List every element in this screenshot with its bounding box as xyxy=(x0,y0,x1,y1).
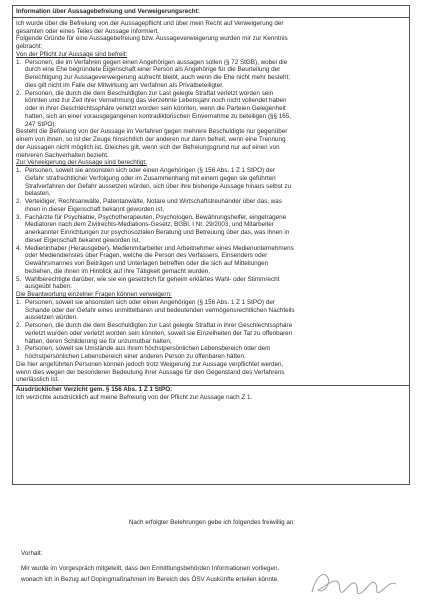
item-line: Personen, soweit sie ansonsten sich oder einen Angehörigen (§ 156 Abs. 1 Z 1 StPO) der xyxy=(25,298,275,306)
item-line: Personen, die durch die dem Beschuldigten zur Last gelegte Straftat in ihrer Geschlechtssphäre xyxy=(25,322,293,329)
list-item xyxy=(16,90,406,129)
item-number: 5. xyxy=(16,275,22,283)
item-number: 3. xyxy=(16,213,22,221)
vorhalt-label: Vorhalt: xyxy=(21,550,43,557)
list-item xyxy=(16,167,406,198)
item-number: 2. xyxy=(16,322,22,329)
item-line: dies gilt nicht im Falle der Mitwirkung am Verfahren als Privatbeteiligter. xyxy=(25,81,224,89)
section-title-einzelne-fragen: Die Beantwortung einzelner Fragen können verweigern: xyxy=(16,291,172,298)
item-line: Strafverfahren der Gefahr aussetzen würden, sich über ihre bisherige Aussage hinaus selbst zu xyxy=(25,182,292,190)
item-number: 3. xyxy=(16,345,22,353)
box-heading: Information über Aussagebefreiung und Verweigerungsrecht: xyxy=(13,8,409,18)
item-number: 1. xyxy=(16,167,22,174)
intro-line: Ich wurde über die Befreiung von der Aussagepflicht und über mein Recht auf Verweigerung der xyxy=(16,19,284,27)
item-line: Fachärzte für Psychiatrie, Psychotherapeuten, Psychologen, Bewährungshelfer, eingetragene xyxy=(25,213,287,221)
section-title-verweigerung: Zur Verweigerung der Aussage sind berechtigt: xyxy=(16,159,147,167)
item-line: Mediatoren nach dem Zivilrechts-Mediations-Gesetz, BGBl. I Nr. 29/2003, und Mitarbeiter xyxy=(25,221,274,229)
list-item xyxy=(16,245,406,276)
item-line: beziehen, die ihnen im Hinblick auf ihre Tätigkeit gemacht wurden, xyxy=(25,267,211,275)
intro-line: gesamten oder eines Teiles der Aussage informiert. xyxy=(16,27,160,35)
item-line: 247 StPO). xyxy=(25,120,57,128)
list-item xyxy=(16,198,406,214)
item-line: anerkannter Einrichtungen zur psychosozialen Beratung und Betreuung über das, was ihnen in xyxy=(25,229,290,236)
intro-line: Folgende Gründe für eine Aussagebefreiung bzw. Aussageverweigerung wurden mir zur Kenntnis xyxy=(16,35,288,43)
signature-icon xyxy=(308,566,400,600)
item-line: Berechtigung zur Aussageverweigerung aufrecht bleibt, auch wenn die Ehe nicht mehr besteht; xyxy=(25,74,290,81)
item-number: 2. xyxy=(16,198,22,205)
item-line: Personen, soweit sie Umstände aus ihrem höchstpersönlichen Lebensbereich oder dem xyxy=(25,345,271,353)
item-line: durch eine Ehe begründete Eigenschaft einer Person als Angehörige für die Beurteilung der xyxy=(25,66,281,74)
item-number: 4. xyxy=(16,244,22,252)
item-line: aussetzen würden. xyxy=(25,314,78,322)
item-line: oder in ihrer Geschlechtssphäre verletzt worden sein könnten, wenn die Parteien Gelegenheit xyxy=(25,105,286,112)
item-line: oder Mediendienstes über Fragen, welche die Person des Verfassers, Einsenders oder xyxy=(25,252,268,260)
list-item xyxy=(16,59,406,90)
statement-line: Nach erfolgter Belehrungen gebe ich folgendes freiwillig an: xyxy=(128,519,296,526)
list-item xyxy=(16,322,406,345)
item-line: Gewährsmannes von Beiträgen und Unterlagen betreffen oder die sich auf Mitteilungen xyxy=(25,260,269,267)
item-line: verletzt wurden oder verletzt worden sein könnten, soweit sie Einzelheiten der Tat zu offenbaren xyxy=(25,329,293,337)
paragraph-line: Besteht die Befreiung von der Aussage im Verfahren gegen mehrere Beschuldigte nur gegenüber xyxy=(16,128,288,136)
item-number: 1. xyxy=(16,58,22,66)
paragraph-line: Die hier angeführten Personen können jedoch trotz Weigerung zur Aussage verpflichtet werden, xyxy=(16,360,284,368)
paragraph-line: mehreren Sachverhalten bezieht. xyxy=(16,151,109,159)
list-item xyxy=(16,214,406,245)
item-line: Schande oder der Gefahr eines unmittelbaren und bedeutenden vermögensrechtlichen Nachteils xyxy=(25,306,295,314)
item-line: höchstpersönlichen Lebensbereich einer anderen Person zu offenbaren hätten. xyxy=(25,353,246,360)
item-line: Verteidiger, Rechtsanwälte, Patentanwälte, Notare und Wirtschaftstreuhänder über das, was xyxy=(25,198,282,205)
vorhalt-line: wonach ich in Bezug auf Dopingmaßnahmen im Bereich des ÖSV Auskünfte erteilen könnte. xyxy=(21,576,279,583)
section-title-befreit: Von der Pflicht zur Aussage sind befreit: xyxy=(16,50,128,58)
item-line: ausgeübt haben. xyxy=(25,283,72,291)
list-item xyxy=(16,299,406,322)
item-line: Medieninhaber (Herausgeber), Medienmitarbeiter und Arbeitnehmer eines Medienunternehmens xyxy=(25,244,294,252)
item-line: dieser Eigenschaft bekannt geworden ist, xyxy=(25,236,141,244)
item-line: Personen, die durch die dem Beschuldigten zur Last gelegte Straftat verletzt worden sein xyxy=(25,89,274,97)
item-number: 2. xyxy=(16,89,22,97)
item-line: hätten, deren Schilderung sie für unzumutbar halten, xyxy=(25,337,172,345)
paragraph-line: unerlässlich ist. xyxy=(16,376,60,384)
item-line: ihnen in dieser Eigenschaft bekannt geworden ist, xyxy=(25,205,164,213)
item-line: Personen, soweit sie ansonsten sich oder einen Angehörigen (§ 156 Abs. 1 Z 1 StPO) der xyxy=(25,167,275,174)
item-line: könnten und zur Zeit ihrer Vernehmung das vierzehnte Lebensjahr noch nicht vollendet haben xyxy=(25,97,287,105)
item-line: hatten, sich an einer vorausgegangenen kontradiktorischen Einvernahme zu beteiligen (§§ 165, xyxy=(25,112,292,120)
vorhalt-line: Mir wurde im Vorgespräch mitgeteilt, dass den Ermittlungsbehörden Informationen vorliegen, xyxy=(21,565,280,572)
information-box xyxy=(12,5,410,485)
waiver-title: Ausdrücklicher Verzicht gem. § 156 Abs. 1 Z 1 StPO: xyxy=(16,386,173,393)
item-line: belasten, xyxy=(25,190,51,198)
paragraph-line: der Aussagen nicht möglich ist. Gleiches gilt, wenn sich der Befreiungsgrund nur auf einen von xyxy=(16,143,280,151)
intro-line: gebracht: xyxy=(16,43,43,50)
item-line: Personen, die im Verfahren gegen einen Angehörigen aussagen sollen (§ 72 StGB), wobei die xyxy=(25,58,288,66)
item-number: 1. xyxy=(16,298,22,306)
paragraph-line: einem von ihnen, so ist der Zeuge hinsichtlich der anderen nur dann befreit, wenn eine Trennung xyxy=(16,136,286,143)
list-item xyxy=(16,276,406,292)
list-item xyxy=(16,345,406,361)
waiver-line: Ich verzichte ausdrücklich auf meine Befreiung von der Pflicht zur Aussage nach Z 1. xyxy=(16,393,253,401)
item-line: Gefahr strafrechtlicher Verfolgung oder im Zusammenhang mit einem gegen sie geführten xyxy=(25,174,276,182)
paragraph-line: wenn dies wegen der besonderen Bedeutung ihrer Aussage für den Gegenstand des Verfahrens xyxy=(16,368,285,376)
item-line: Wahlberechtigte darüber, wie sie ein gesetzlich für geheim erklärtes Wahl- oder Stimmrecht xyxy=(25,275,280,283)
